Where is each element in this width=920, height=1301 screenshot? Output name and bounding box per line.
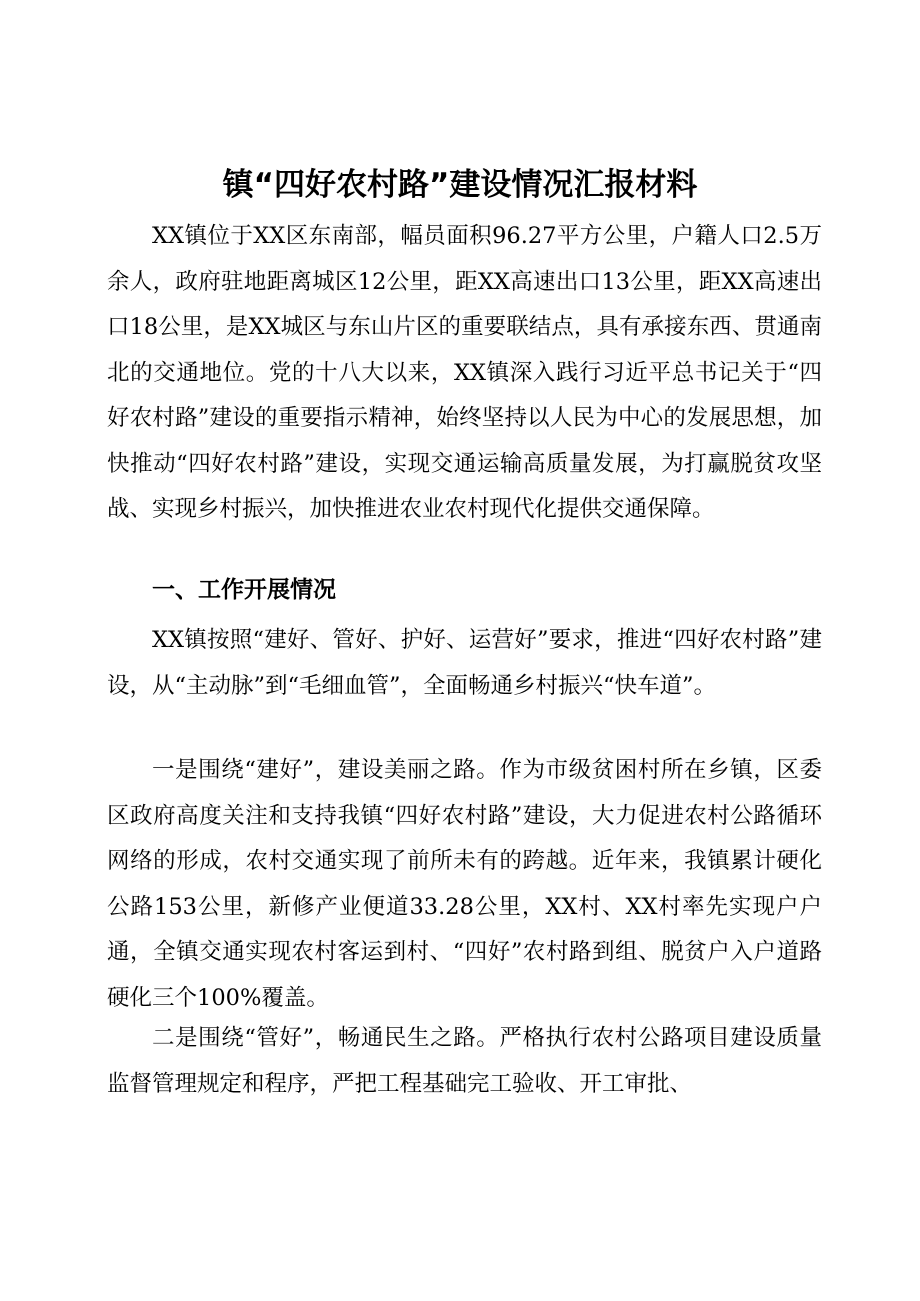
paragraph-intro: XX镇位于XX区东南部，幅员面积96.27平方公里，户籍人口2.5万余人，政府驻地距离城区12公里，距XX高速出口13公里，距XX高速出口18公里，是XX城区与东山片区的重要联结点，具有承接东西、贯通南北的交通地位。党的十八大以来，XX镇深入践行习近平总书记关于“四好农村路”建设的重要指示精神，始终坚持以人民为中心的发展思想，加快推动“四好农村路”建设，实现交通运输高质量发展，为打赢脱贫攻坚战、实现乡村振兴，加快推进农业农村现代化提供交通保障。 — [107, 223, 822, 522]
section-heading: 一、工作开展情况 — [152, 577, 336, 603]
paragraph-manage: 二是围绕“管好”，畅通民生之路。严格执行农村公路项目建设质量监督管理规定和程序，严把工程基础完工验收、开工审批、 — [107, 1025, 822, 1097]
paragraph-build: 一是围绕“建好”，建设美丽之路。作为市级贫困村所在乡镇，区委区政府高度关注和支持我镇“四好农村路”建设，大力促进农村公路循环网络的形成，农村交通实现了前所未有的跨越。近年来，我镇累计硬化公路153公里，新修产业便道33.28公里，XX村、XX村率先实现户户通，全镇交通实现农村客运到村、“四好”农村路到组、脱贫户入户道路硬化三个100%覆盖。 — [107, 757, 822, 1011]
document-title: 镇“四好农村路”建设情况汇报材料 — [222, 167, 698, 203]
paragraph-overview: XX镇按照“建好、管好、护好、运营好”要求，推进“四好农村路”建设，从“主动脉”到“毛细血管”，全面畅通乡村振兴“快车道”。 — [107, 627, 822, 699]
